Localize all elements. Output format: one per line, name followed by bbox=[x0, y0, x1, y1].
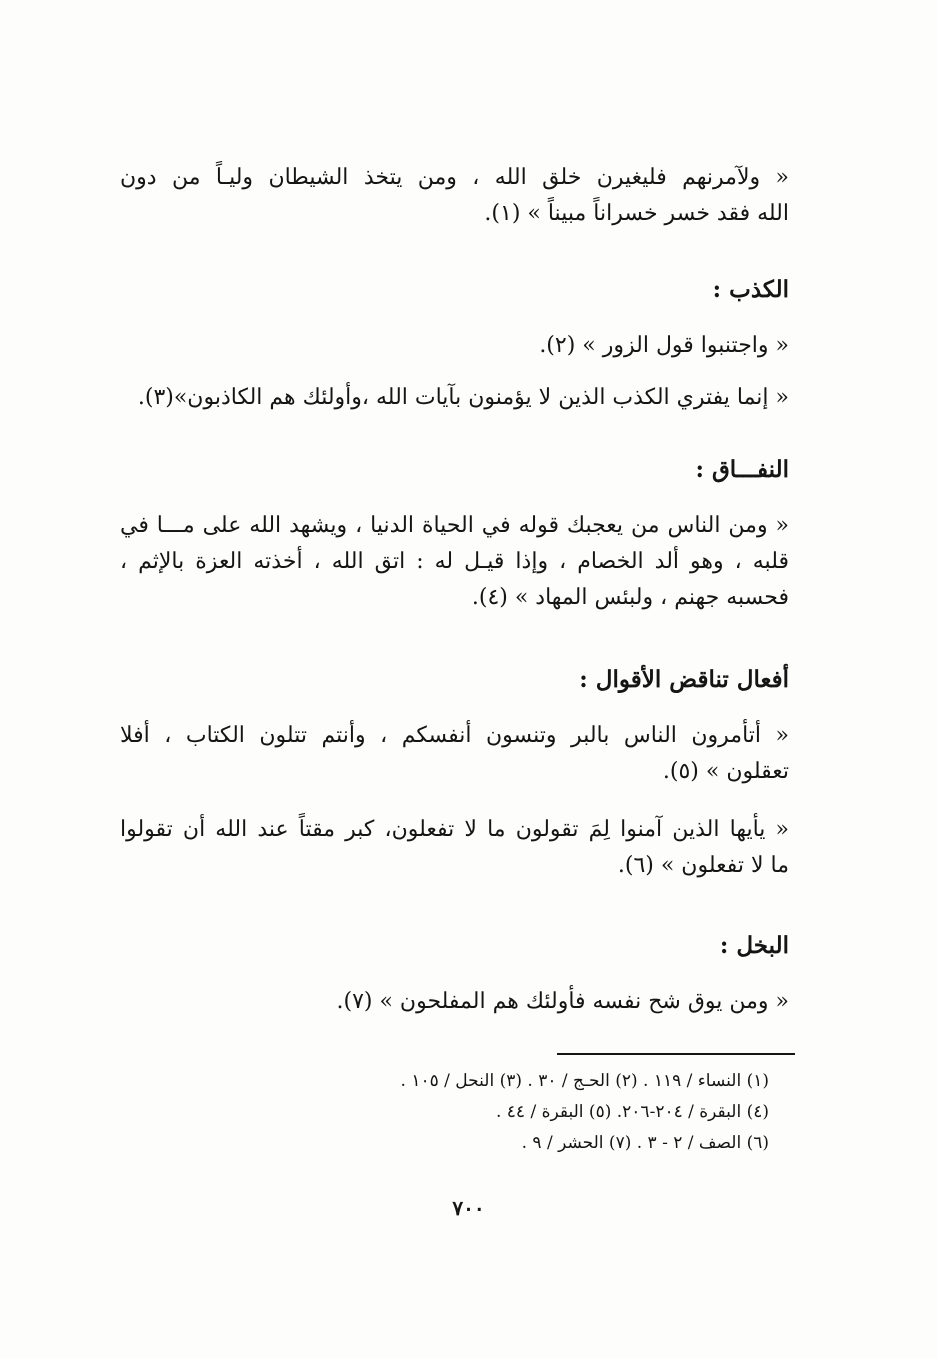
text-line: « إنما يفتري الكذب الذين لا يؤمنون بآيات الله ،وأولئك هم الكاذبون»(٣). bbox=[137, 385, 789, 410]
text-line: فحسبه جهنم ، ولبئس المهاد » (٤). bbox=[471, 585, 789, 610]
text-line: « واجتنبوا قول الزور » (٢). bbox=[539, 333, 789, 358]
footnotes bbox=[200, 1066, 769, 1159]
text-line: الله فقد خسر خسراناً مبيناً » (١). bbox=[484, 201, 789, 226]
heading-bukhl: البخل : bbox=[719, 932, 789, 959]
text-line: « أتأمرون الناس بالبر وتنسون أنفسكم ، وأنتم تتلون الكتاب ، أفلا bbox=[120, 723, 789, 748]
text-line: ما لا تفعلون » (٦). bbox=[617, 853, 789, 878]
afal-verse-2 bbox=[120, 812, 789, 884]
intro-paragraph bbox=[120, 160, 789, 232]
kadhib-verse-2 bbox=[120, 380, 789, 416]
text-line: « ولآمرنهم فليغيرن خلق الله ، ومن يتخذ الشيطان وليـاً من دون bbox=[120, 165, 789, 190]
text-line: « ومن يوق شح نفسه فأولئك هم المفلحون » (٧). bbox=[336, 989, 789, 1014]
text-line: تعقلون » (٥). bbox=[662, 759, 789, 784]
bukhl-verse bbox=[120, 984, 789, 1020]
afal-verse-1 bbox=[120, 718, 789, 790]
footnote-line: (١) النساء / ١١٩ . (٢) الحـج / ٣٠ . (٣) النحل / ١٠٥ . bbox=[400, 1071, 769, 1091]
page-number: ٧٠٠ bbox=[452, 1196, 485, 1220]
footnote-line: (٦) الصف / ٢ - ٣ . (٧) الحشر / ٩ . bbox=[521, 1133, 769, 1153]
kadhib-verse-1 bbox=[120, 328, 789, 364]
footnote-line: (٤) البقرة / ٢٠٤-٢٠٦. (٥) البقرة / ٤٤ . bbox=[495, 1102, 769, 1122]
heading-kadhib: الكذب : bbox=[712, 276, 789, 303]
text-line: « يأيها الذين آمنوا لِمَ تقولون ما لا تفعلون، كبر مقتاً عند الله أن تقولوا bbox=[120, 817, 789, 842]
heading-nifaq: النفـــاق : bbox=[695, 456, 789, 483]
text-line: قلبه ، وهو ألد الخصام ، وإذا قيـل له : اتق الله ، أخذته العزة بالإثم ، bbox=[120, 549, 789, 574]
nifaq-paragraph bbox=[120, 508, 789, 616]
heading-afal: أفعال تناقض الأقوال : bbox=[579, 666, 789, 693]
footnote-divider bbox=[557, 1053, 795, 1055]
text-line: « ومن الناس من يعجبك قوله في الحياة الدنيا ، ويشهد الله على مـــا في bbox=[120, 513, 789, 538]
